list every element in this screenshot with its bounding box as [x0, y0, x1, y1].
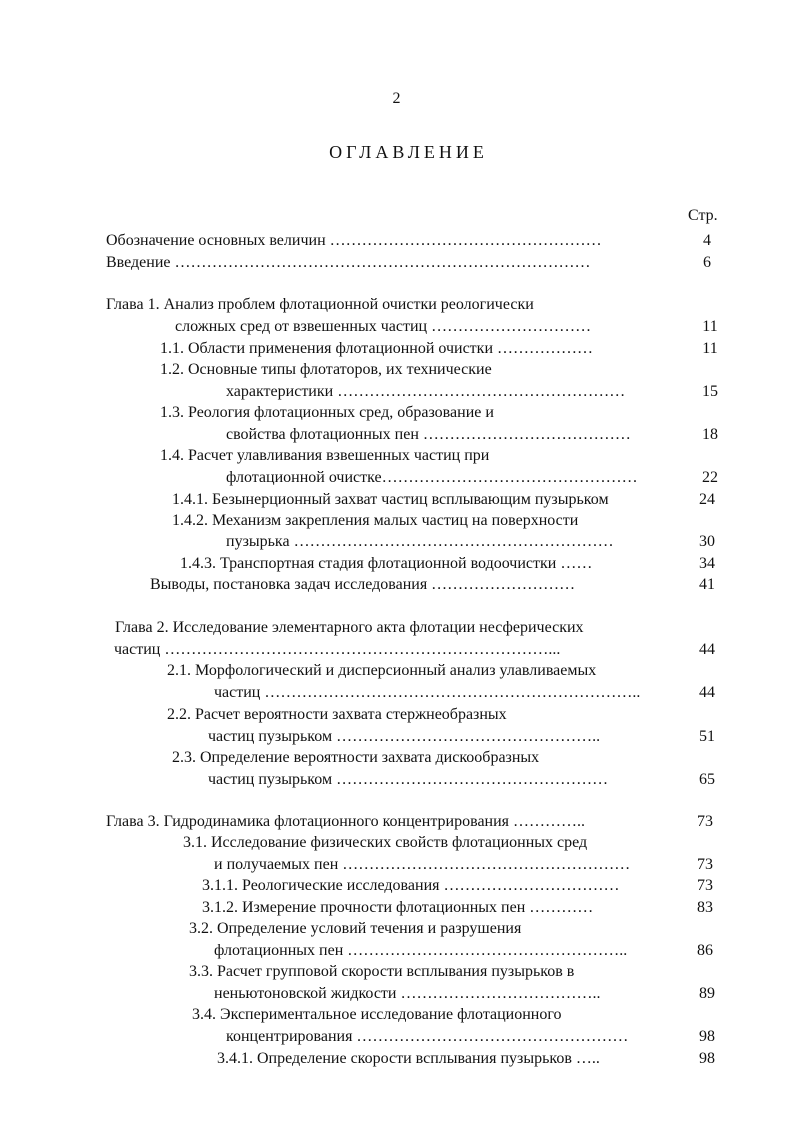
toc-line [0, 940, 793, 962]
toc-entry-page: 44 [699, 641, 715, 658]
toc-entry-text: флотационной очистке………………………………………… [226, 469, 638, 486]
toc-line [0, 381, 793, 403]
toc-entry-text: 1.3. Реология флотационных сред, образование и [160, 404, 494, 421]
toc-entry-page: 22 [702, 469, 718, 486]
toc-entry-page: 34 [699, 555, 715, 572]
toc-entry-text: 1.4. Расчет улавливания взвешенных частиц при [160, 447, 490, 464]
toc-line [0, 769, 793, 791]
toc-entry-text: свойства флотационных пен ………………………………… [226, 426, 631, 443]
toc-line [0, 510, 793, 532]
toc-line [0, 897, 793, 919]
toc-entry-text: 3.1.2. Измерение прочности флотационных пен ………… [202, 899, 594, 916]
toc-line [0, 359, 793, 381]
toc-line [0, 682, 793, 704]
toc-line [0, 811, 793, 833]
toc-entry-text: частиц ………………………………………………………………... [114, 641, 561, 658]
toc-entry-page: 98 [699, 1050, 715, 1067]
page-number: 2 [392, 90, 401, 107]
toc-entry-text: флотационных пен …………………………………………….. [214, 942, 628, 959]
toc-entry-page: 18 [702, 426, 718, 443]
toc-entry-text: 2.1. Морфологический и дисперсионный анализ улавливаемых [167, 662, 597, 679]
toc-line [0, 467, 793, 489]
toc-entry-text: 3.4.1. Определение скорости всплывания пузырьков ….. [217, 1050, 600, 1067]
toc-entry-text: пузырька …………………………………………………… [226, 533, 614, 550]
toc-entry-text: Глава 2. Исследование элементарного акта флотации несферических [115, 619, 584, 636]
toc-line [0, 983, 793, 1005]
toc-line [0, 230, 793, 252]
toc-line [0, 424, 793, 446]
toc-entry-text: 3.3. Расчет групповой скорости всплывания пузырьков в [189, 963, 575, 980]
toc-line [0, 553, 793, 575]
toc-entry-page: 11 [702, 318, 718, 335]
toc-entry-text: неньютоновской жидкости ……………………………….. [214, 985, 601, 1002]
toc-entry-text: 3.1. Исследование физических свойств флотационных сред [183, 834, 588, 851]
toc-entry-text: 3.1.1. Реологические исследования …………………………… [202, 877, 620, 894]
toc-entry-page: 73 [697, 856, 713, 873]
toc-entry-text: характеристики ……………………………………………… [226, 383, 626, 400]
toc-entry-text: 1.4.3. Транспортная стадия флотационной водоочистки …… [180, 555, 593, 572]
toc-entry-text: Глава 1. Анализ проблем флотационной очистки реологически [106, 296, 534, 313]
toc-entry-text: Введение …………………………………………………………………… [106, 254, 591, 271]
toc-entry-text: 1.4.1. Безынерционный захват частиц всплывающим пузырьком [172, 491, 609, 508]
toc-entry-text: 3.4. Экспериментальное исследование флотационного [192, 1006, 562, 1023]
toc-entry-page: 65 [699, 771, 715, 788]
toc-line [0, 918, 793, 940]
toc-entry-page: 30 [699, 533, 715, 550]
toc-entry-text: частиц пузырьком …………………………………………… [208, 771, 609, 788]
toc-entry-text: 2.2. Расчет вероятности захвата стержнеобразных [167, 706, 507, 723]
toc-line [0, 445, 793, 467]
toc-entry-page: 6 [703, 254, 711, 271]
toc-line [0, 402, 793, 424]
toc-line [0, 875, 793, 897]
toc-entry-page: 4 [703, 232, 711, 249]
toc-entry-page: 41 [699, 576, 715, 593]
toc-entry-text: 3.2. Определение условий течения и разрушения [189, 920, 522, 937]
toc-line [0, 1026, 793, 1048]
toc-line [0, 726, 793, 748]
toc-line [0, 1004, 793, 1026]
toc-line [0, 316, 793, 338]
toc-entry-text: Обозначение основных величин …………………………………………… [106, 232, 602, 249]
toc-entry-text: 2.3. Определение вероятности захвата дискообразных [172, 749, 540, 766]
toc-entry-page: 44 [699, 684, 715, 701]
toc-line [0, 531, 793, 553]
toc-line [0, 747, 793, 769]
toc-line [0, 1048, 793, 1070]
toc-entry-text: Глава 3. Гидродинамика флотационного концентрирования ………….. [106, 813, 586, 830]
toc-entry-page: 73 [697, 877, 713, 894]
toc-line [0, 617, 793, 639]
pages-column-header: Стр. [688, 207, 718, 224]
toc-entry-text: 1.1. Области применения флотационной очистки ……………… [160, 340, 594, 357]
toc-entry-page: 83 [697, 899, 713, 916]
toc-entry-page: 89 [699, 985, 715, 1002]
toc-entry-text: 1.2. Основные типы флотаторов, их технические [160, 361, 492, 378]
toc-entry-text: и получаемых пен ……………………………………………… [214, 856, 631, 873]
toc-entry-page: 15 [702, 383, 718, 400]
toc-line [0, 639, 793, 661]
toc-line [0, 961, 793, 983]
toc-entry-text: 1.4.2. Механизм закрепления малых частиц на поверхности [172, 512, 579, 529]
toc-line [0, 854, 793, 876]
toc-entry-page: 51 [699, 728, 715, 745]
toc-line [0, 489, 793, 511]
toc-line [0, 660, 793, 682]
toc-entry-page: 98 [699, 1028, 715, 1045]
toc-line [0, 832, 793, 854]
toc-line [0, 704, 793, 726]
toc-line [0, 338, 793, 360]
toc-entry-text: Выводы, постановка задач исследования ……………………… [150, 576, 576, 593]
toc-entry-page: 11 [702, 340, 718, 357]
toc-entry-text: сложных сред от взвешенных частиц ………………………… [175, 318, 592, 335]
toc-line [0, 252, 793, 274]
page-title: ОГЛАВЛЕНИЕ [329, 142, 488, 162]
toc-entry-page: 24 [699, 491, 715, 508]
toc-entry-text: частиц …………………………………………………………….. [214, 684, 641, 701]
toc-entry-page: 73 [697, 813, 713, 830]
toc-entry-text: концентрирования …………………………………………… [226, 1028, 629, 1045]
toc-entry-text: частиц пузырьком ………………………………………….. [208, 728, 601, 745]
toc-line [0, 294, 793, 316]
toc-line [0, 574, 793, 596]
toc-entry-page: 86 [697, 942, 713, 959]
